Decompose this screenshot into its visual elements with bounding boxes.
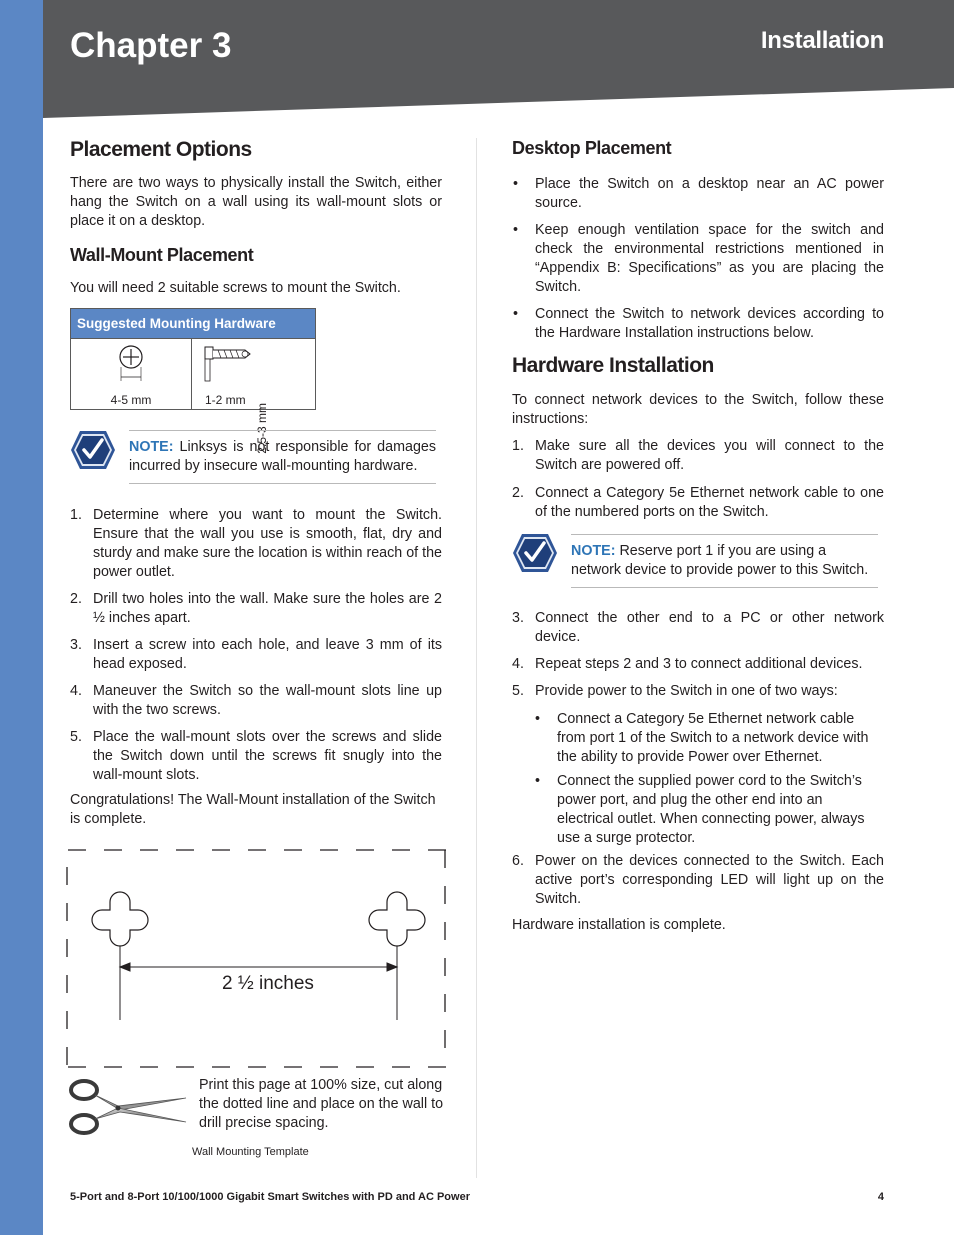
wall-mount-template [60,840,455,1072]
page-number: 4 [877,1191,884,1203]
list-item [512,655,884,674]
head-size-label: 4-5 mm [110,393,152,407]
step-number: 1. [70,507,82,523]
list-item [512,852,884,909]
wall-mount-steps [70,506,442,785]
step-text: Connect the other end to a PC or other network device. [535,610,884,645]
wall-mount-complete: Congratulations! The Wall-Mount installation of the Switch is complete. [70,792,436,827]
screw-head-icon [71,339,191,389]
list-item: • Connect a Category 5e Ethernet network cable from port 1 of the Switch to a network device with the ability to provide Power over Ethernet. [534,710,874,767]
note-body: Linksys is not responsible for damages incurred by insecure wall-mounting hardware. [129,439,436,474]
step-text: Provide power to the Switch in one of two ways: [535,683,838,699]
hardware-steps-a [512,437,884,522]
list-item [512,484,884,522]
wall-mount-note [129,430,436,484]
note-label: NOTE: [571,543,616,559]
footer-title: 5-Port and 8-Port 10/100/1000 Gigabit Smart Switches with PD and AC Power [70,1191,470,1203]
list-item [70,728,442,785]
placement-intro: There are two ways to physically install the Switch, either hang the Switch on a wall using its wall-mount slots or place it on a desktop. [70,175,442,229]
length-label: 2.5-3 mm [255,403,269,454]
list-item: • Place the Switch on a desktop near an AC power source. [512,175,884,213]
screw-shaft-cell [192,339,315,454]
hardware-installation-heading: Hardware Installation [512,354,714,377]
list-item: • Connect the Switch to network devices according to the Hardware Installation instructions below. [512,305,884,343]
step-number: 5. [512,683,524,699]
step-number: 3. [512,610,524,626]
hardware-intro: To connect network devices to the Switch, follow these instructions: [512,392,884,427]
step-number: 4. [512,656,524,672]
desktop-bullets [512,175,884,343]
list-item [70,590,442,628]
left-column [70,138,442,162]
list-item [70,682,442,720]
step-number: 2. [70,591,82,607]
right-hole-icon [369,892,425,946]
step-text: Maneuver the Switch so the wall-mount slots line up with the two screws. [93,683,442,718]
note-text [129,438,436,476]
list-item [70,506,442,582]
section-title: Installation [760,27,884,54]
step-text: Repeat steps 2 and 3 to connect additional devices. [535,656,863,672]
template-caption: Wall Mounting Template [192,1146,309,1158]
step-text: Power on the devices connected to the Switch. Each active port’s corresponding LED will light up on the Switch. [535,853,884,907]
screw-head-cell [71,339,192,410]
list-item [512,437,884,475]
step-number: 4. [70,683,82,699]
hole-distance-label: 2 ½ inches [222,973,314,994]
step-number: 2. [512,485,524,501]
step-text: Drill two holes into the wall. Make sure the holes are 2 ½ inches apart. [93,591,442,626]
power-options [534,710,874,848]
list-item [70,636,442,674]
step-number: 5. [70,729,82,745]
step-text: Insert a screw into each hole, and leave 3 mm of its head exposed. [93,637,442,672]
left-hole-icon [92,892,148,946]
placement-options-heading: Placement Options [70,138,252,161]
column-divider [476,138,477,1178]
step-number: 1. [512,438,524,454]
list-item [512,609,884,647]
note-label: NOTE: [129,439,174,455]
scissors-icon [68,1076,188,1138]
table-header: Suggested Mounting Hardware [71,309,315,339]
step-text: Determine where you want to mount the Switch. Ensure that the wall you use is smooth, flat, dry and sturdy and make sure the location is within reach of the power outlet. [93,507,442,580]
list-item: • Keep enough ventilation space for the switch and check the environmental restrictions mentioned in “Appendix B: Specifications” as you are placing the Switch. [512,221,884,297]
step-text: Connect a Category 5e Ethernet network cable to one of the numbered ports on the Switch. [535,485,884,520]
note-text [571,542,878,580]
hardware-complete: Hardware installation is complete. [512,917,726,933]
list-item: • Connect the supplied power cord to the Switch’s power port, and plug the other end into an electrical outlet. When connecting power, always use a surge protector. [534,772,874,848]
step-number: 3. [70,637,82,653]
wall-mount-intro: You will need 2 suitable screws to mount the Switch. [70,280,401,296]
wall-mount-heading: Wall-Mount Placement [70,245,254,265]
port-note [571,534,878,588]
desktop-placement-heading: Desktop Placement [512,138,672,158]
hardware-step-6 [512,852,884,909]
step-text: Make sure all the devices you will connect to the Switch are powered off. [535,438,884,473]
checkmark-icon [70,430,116,470]
shaft-size-label: 1-2 mm [205,393,246,407]
print-instructions: Print this page at 100% size, cut along the dotted line and place on the wall to drill precise spacing. [199,1077,444,1131]
checkmark-icon [512,533,558,573]
hardware-steps-b [512,609,884,701]
screw-side-icon [200,341,270,391]
chapter-title: Chapter 3 [70,26,232,65]
list-item [512,682,884,701]
step-text: Place the wall-mount slots over the screws and slide the Switch down until the screws fit snugly into the wall-mount slots. [93,729,442,783]
left-color-bar [0,0,43,1235]
note-body: Reserve port 1 if you are using a network device to provide power to this Switch. [571,543,869,578]
step-number: 6. [512,853,524,869]
